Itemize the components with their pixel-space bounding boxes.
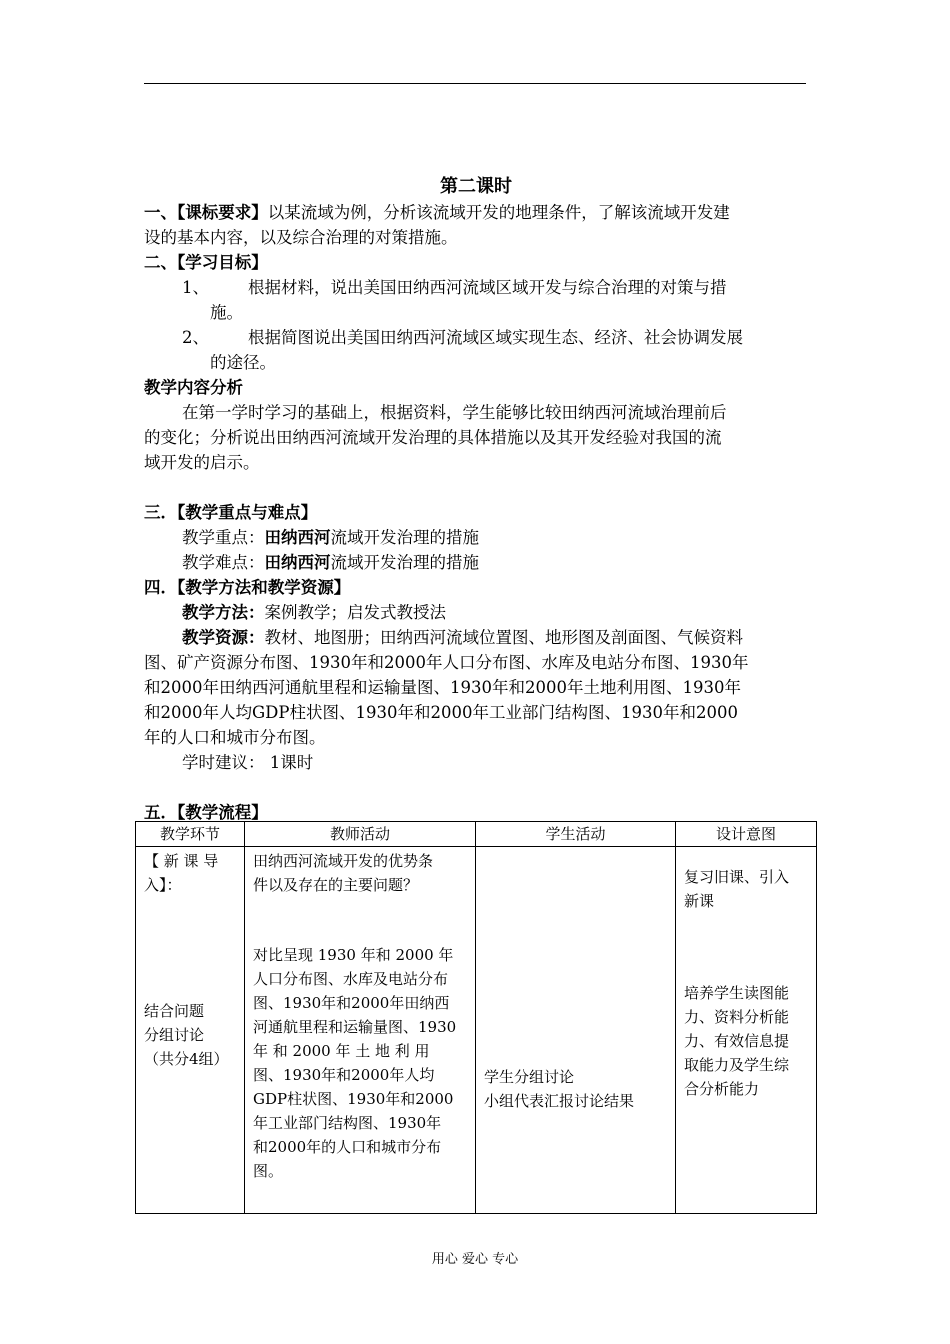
hours-suggestion: 学时建议： 1课时 xyxy=(182,753,314,772)
resource-label: 教学资源： xyxy=(182,628,265,647)
header-cell: 教师活动 xyxy=(245,822,476,847)
objective-text-2a: 根据简图说出美国田纳西河流域区域实现生态、经济、社会协调发展 xyxy=(248,328,743,347)
design-line: 力、有效信息提 xyxy=(684,1032,790,1050)
analysis-line3: 域开发的启示。 xyxy=(144,453,260,472)
objective-item-1 xyxy=(144,275,808,325)
header-cell: 教学环节 xyxy=(136,822,245,847)
header-cell: 学生活动 xyxy=(476,822,676,847)
teacher-line: 人口分布图、水库及电站分布 xyxy=(253,970,449,988)
resource-line3: 和2000年田纳西河通航里程和运输量图、1930年和2000年土地利用图、1930年 xyxy=(144,678,741,697)
resource-line2: 图、矿产资源分布图、1930年和2000年人口分布图、水库及电站分布图、1930年 xyxy=(144,653,749,672)
teacher-line: 年工业部门结构图、1930年 xyxy=(253,1114,442,1132)
method-text: 案例教学；启发式教授法 xyxy=(264,603,446,622)
analysis-line2: 的变化；分析说出田纳西河流域开发治理的具体措施以及其开发经验对我国的流 xyxy=(144,428,722,447)
teacher-line: 年 和 2000 年 土 地 利 用 xyxy=(253,1042,430,1060)
section4-label: 四．【教学方法和教学资源】 xyxy=(144,578,351,597)
objective-num-2: 2、 xyxy=(182,328,209,347)
stage-intro-1: 【 新 课 导 xyxy=(144,852,219,870)
teacher-question-1: 田纳西河流域开发的优势条 xyxy=(253,852,434,870)
design-line: 培养学生读图能 xyxy=(684,984,790,1002)
teaching-method xyxy=(144,600,808,625)
teacher-line: 对比呈现 1930 年和 2000 年 xyxy=(253,946,454,964)
section1-text1: 以某流域为例，分析该流域开发的地理条件，了解该流域开发建 xyxy=(267,203,730,222)
difficulty-bold: 田纳西河 xyxy=(264,553,331,572)
resource-line1: 教材、地图册；田纳西河流域位置图、地形图及剖面图、气候资料 xyxy=(264,628,743,647)
teacher-line: GDP柱状图、1930年和2000 xyxy=(253,1090,454,1108)
table-header-row xyxy=(136,822,817,847)
objective-num-1: 1、 xyxy=(182,278,209,297)
design-line: 力、资料分析能 xyxy=(684,1008,790,1026)
student-activity-2: 小组代表汇报讨论结果 xyxy=(484,1092,635,1110)
objective-item-2 xyxy=(144,325,808,375)
analysis-label: 教学内容分析 xyxy=(144,378,243,397)
teacher-line: 图。 xyxy=(253,1162,284,1180)
objective-text-1b: 施。 xyxy=(210,303,243,322)
page-footer: 用心 爱心 专心 xyxy=(431,1252,519,1267)
section1-label: 一、【课标要求】 xyxy=(144,203,268,222)
teacher-question-2: 件以及存在的主要问题？ xyxy=(253,876,419,894)
difficulty-point xyxy=(144,550,808,575)
stage-group-3: （共分4组） xyxy=(144,1050,229,1068)
design-line: 合分析能力 xyxy=(684,1080,760,1098)
teaching-flow-table xyxy=(135,821,817,1214)
teacher-line: 河通航里程和运输量图、1930 xyxy=(253,1018,457,1036)
teacher-line: 和2000年的人口和城市分布 xyxy=(253,1138,442,1156)
student-activity-cell xyxy=(476,847,676,1214)
teaching-resources xyxy=(144,625,808,650)
design-line: 取能力及学生综 xyxy=(684,1056,790,1074)
key-point-text: 流域开发治理的措施 xyxy=(330,528,479,547)
section2-label: 二、【学习目标】 xyxy=(144,253,268,272)
page-title: 第二课时 xyxy=(440,176,512,197)
resource-line5: 年的人口和城市分布图。 xyxy=(144,728,326,747)
stage-intro-2: 入】： xyxy=(144,876,182,894)
section1-text2: 设的基本内容，以及综合治理的对策措施。 xyxy=(144,228,458,247)
teacher-line: 图、1930年和2000年人均 xyxy=(253,1066,435,1084)
table-row xyxy=(136,847,817,1214)
key-point xyxy=(144,525,808,550)
analysis-line1: 在第一学时学习的基础上，根据资料，学生能够比较田纳西河流域治理前后 xyxy=(182,403,727,422)
resource-line4: 和2000年人均GDP柱状图、1930年和2000年工业部门结构图、1930年和2000 xyxy=(144,703,738,722)
teacher-activity-cell xyxy=(245,847,476,1214)
teacher-line: 图、1930年和2000年田纳西 xyxy=(253,994,450,1012)
stage-cell xyxy=(136,847,245,1214)
method-label: 教学方法： xyxy=(182,603,265,622)
difficulty-text: 流域开发治理的措施 xyxy=(330,553,479,572)
objective-text-2b: 的途径。 xyxy=(210,353,276,372)
section5-label: 五．【教学流程】 xyxy=(144,803,268,822)
difficulty-prefix: 教学难点： xyxy=(182,553,265,572)
key-point-prefix: 教学重点： xyxy=(182,528,265,547)
stage-group-2: 分组讨论 xyxy=(144,1026,205,1044)
key-point-bold: 田纳西河 xyxy=(264,528,331,547)
section1-line1 xyxy=(144,200,808,225)
design-review-2: 新课 xyxy=(684,892,715,910)
student-activity-1: 学生分组讨论 xyxy=(484,1068,575,1086)
header-cell: 设计意图 xyxy=(676,822,817,847)
objective-text-1a: 根据材料，说出美国田纳西河流域区域开发与综合治理的对策与措 xyxy=(248,278,727,297)
document-body xyxy=(144,174,808,825)
header-rule xyxy=(144,83,806,84)
design-intent-cell xyxy=(676,847,817,1214)
design-review-1: 复习旧课、引入 xyxy=(684,868,790,886)
section3-label: 三．【教学重点与难点】 xyxy=(144,503,318,522)
stage-group-1: 结合问题 xyxy=(144,1002,205,1020)
